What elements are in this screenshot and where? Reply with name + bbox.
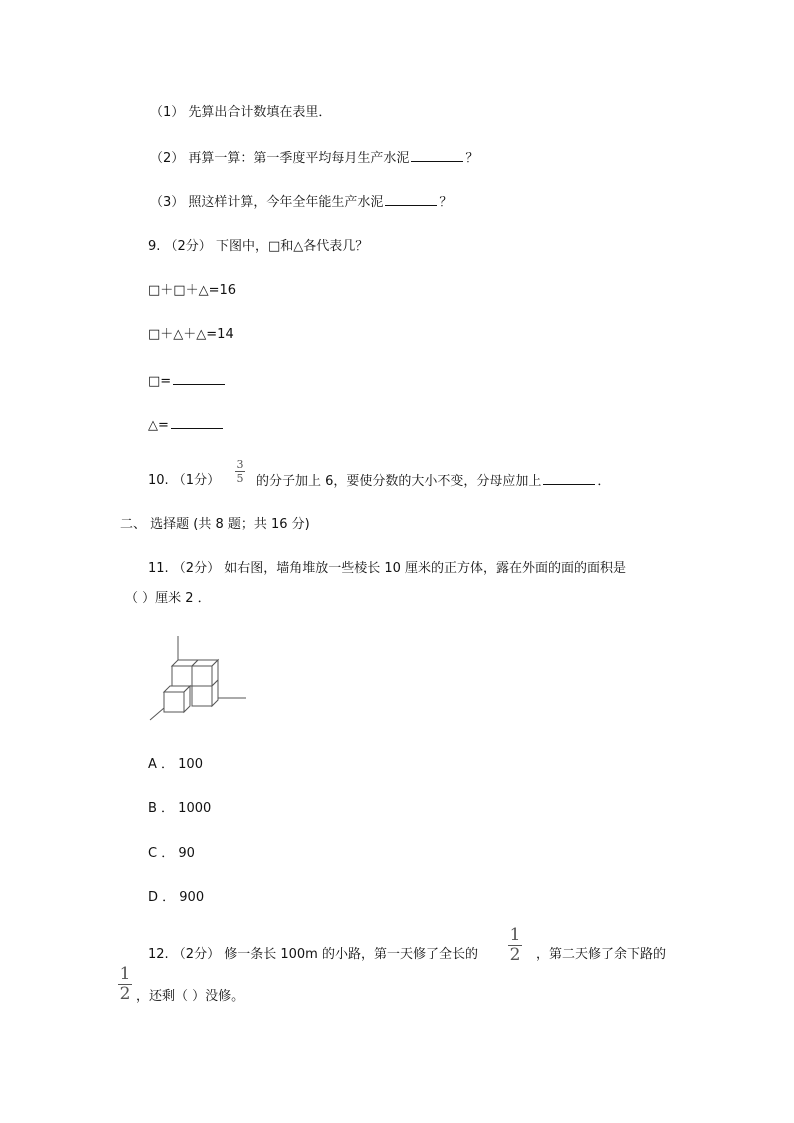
answer-blank[interactable] [411,149,463,162]
cube [192,686,212,706]
q10-end: ． [597,474,611,489]
cube [172,666,192,686]
fraction-denominator: 2 [509,945,521,965]
q10-body: 的分子加上 6，要使分数的大小不变，分母应加上 [256,474,542,489]
q9-answer-triangle-label: △= [148,418,169,433]
q10-fraction [235,459,245,484]
q8-sub2-text: （2） 再算一算：第一季度平均每月生产水泥 [150,151,410,166]
q9-stem: 9. （2分） 下图中，□和△各代表几？ [148,239,369,254]
stacked-cubes-figure [148,636,248,724]
q9-equation-2: □＋△＋△=14 [148,327,234,342]
q10-prefix: 10. （1分） [148,473,221,488]
q9-answer-square-label: □= [148,374,172,389]
answer-blank[interactable] [543,472,595,485]
q8-sub3-end: ？ [439,195,453,210]
q11-stem: 11. （2分） 如右图，墙角堆放一些棱长 10 厘米的正方体，露在外面的面的面积是 [148,561,627,576]
option-c[interactable]: C ． 90 [148,846,195,861]
q12-fraction-2 [118,966,132,1003]
q12-prefix: 12. （2分） 修一条长 100m 的小路，第一天修了全长的 [148,947,478,962]
q8-sub2-end: ？ [465,151,479,166]
option-a[interactable]: A ． 100 [148,757,203,772]
q12-mid: ，第二天修了余下路的 [536,947,667,962]
q12-fraction-1 [508,927,522,964]
q10-text [256,472,610,491]
q8-sub1: （1） 先算出合计数填在表里． [150,105,332,120]
answer-blank[interactable] [171,416,223,429]
wall-edge-diagonal [150,708,164,720]
q9-answer-square [148,372,227,391]
fraction-numerator: 3 [236,458,244,471]
fraction-numerator: 1 [509,925,521,945]
q11-stem-cont: （ ）厘米 2 ． [125,591,211,606]
q8-sub3-text: （3） 照这样计算，今年全年能生产水泥 [150,195,384,210]
option-d[interactable]: D ． 900 [148,890,205,905]
fraction-denominator: 5 [236,472,244,485]
fraction-denominator: 2 [119,984,131,1004]
cube [164,692,184,712]
fraction-numerator: 1 [119,964,131,984]
answer-blank[interactable] [173,372,225,385]
option-b[interactable]: B ． 1000 [148,801,212,816]
q12-end: ，还剩（ ）没修。 [136,989,245,1004]
cube [192,666,212,686]
q9-answer-triangle [148,416,225,435]
q8-sub3 [150,193,452,212]
q9-equation-1: □＋□＋△=16 [148,283,236,298]
section-title: 二、 选择题 (共 8 题；共 16 分) [120,517,310,532]
q8-sub2 [150,149,478,168]
answer-blank[interactable] [385,193,437,206]
